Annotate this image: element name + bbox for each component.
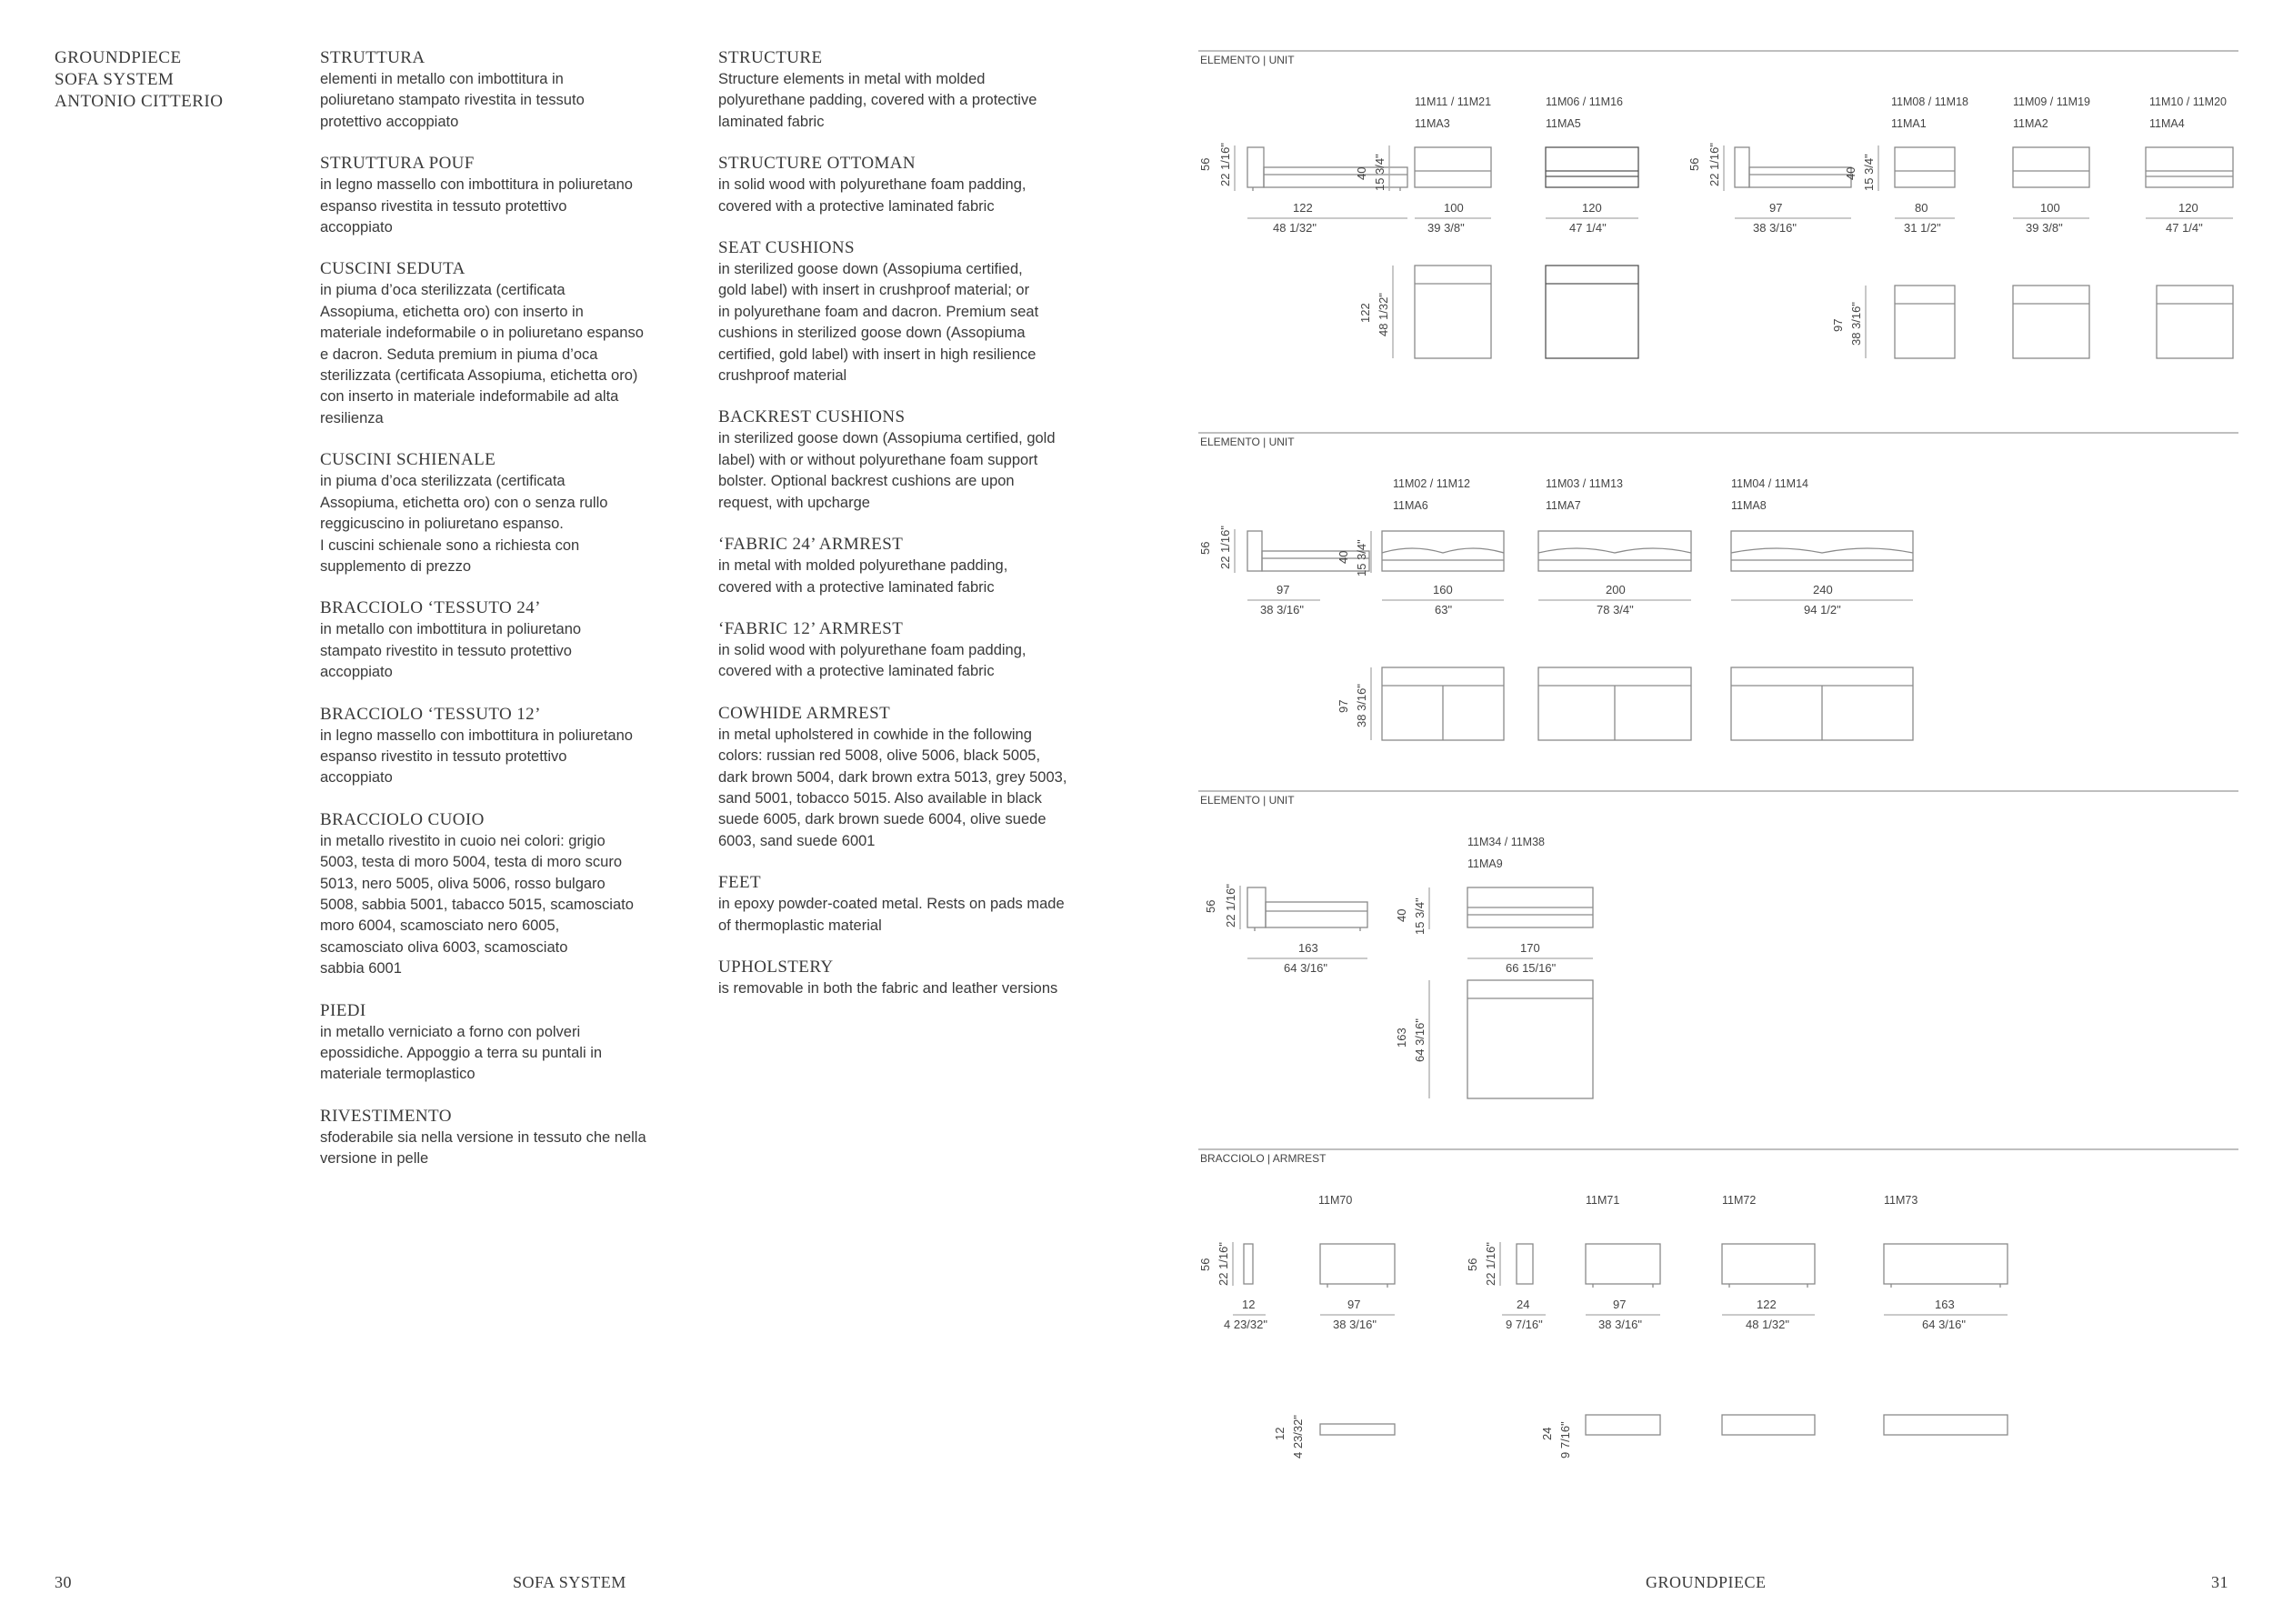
page-number-left: 30 xyxy=(55,1573,72,1591)
section-label-2: ELEMENTO | UNIT xyxy=(1200,436,1295,448)
s4c-width-in: 48 1/32" xyxy=(1746,1318,1789,1331)
s1b-width-in: 38 3/16" xyxy=(1753,221,1797,235)
unit-s2-240 xyxy=(1731,477,1913,740)
s2-back-height: 40 xyxy=(1337,550,1350,564)
s2u2-code: 11M03 / 11M13 xyxy=(1546,477,1624,490)
s4a-height-in: 22 1/16" xyxy=(1217,1242,1230,1286)
english-section-title: ‘FABRIC 12’ ARMREST xyxy=(718,618,904,638)
italian-section-title: CUSCINI SCHIENALE xyxy=(320,450,496,470)
title-line-1: GROUNDPIECE xyxy=(55,48,182,67)
s4-top-a: 12 xyxy=(1273,1427,1287,1440)
s1u3-width: 80 xyxy=(1915,201,1928,215)
s1u1-width-in: 39 3/8" xyxy=(1427,221,1465,235)
armrest-11m73 xyxy=(1884,1194,2008,1435)
s3u1-code: 11M34 / 11M38 xyxy=(1467,836,1546,848)
unit-s3-170 xyxy=(1467,836,1593,1098)
s4a-width2-in: 38 3/16" xyxy=(1333,1318,1377,1331)
s1-depth-b: 97 xyxy=(1831,318,1845,332)
footer-title-right: GROUNDPIECE xyxy=(1646,1573,1767,1591)
unit-s1-80 xyxy=(1891,95,1968,358)
footer-title-left: SOFA SYSTEM xyxy=(513,1573,626,1591)
s4-top-b: 24 xyxy=(1540,1427,1554,1440)
s1u5-code: 11M10 / 11M20 xyxy=(2149,95,2228,108)
english-section-body: in solid wood with polyurethane foam padding, covered with a protective laminated fabric xyxy=(718,641,1026,680)
unit-s2-160 xyxy=(1382,477,1504,740)
armrest-11m72 xyxy=(1722,1194,1815,1435)
s2u1-width: 160 xyxy=(1433,583,1453,596)
s2u3-code: 11M04 / 11M14 xyxy=(1731,477,1809,490)
s3-depth: 163 xyxy=(1395,1028,1408,1048)
s1b-height-in: 22 1/16" xyxy=(1707,143,1721,186)
s1u1-code2: 11MA3 xyxy=(1415,117,1450,130)
english-section-body: in epoxy powder-coated metal. Rests on pads made of thermoplastic material xyxy=(718,896,1065,934)
s4-top-b-in: 9 7/16" xyxy=(1558,1421,1572,1459)
s2-depth: 97 xyxy=(1337,699,1350,713)
s2u3-code2: 11MA8 xyxy=(1731,499,1767,512)
s4c-width: 122 xyxy=(1757,1298,1777,1311)
english-section-body: Structure elements in metal with molded polyurethane padding, covered with a protective laminated fabric xyxy=(718,71,1037,130)
s4b-width2-in: 38 3/16" xyxy=(1598,1318,1642,1331)
s4c-code: 11M72 xyxy=(1722,1194,1757,1207)
s1u2-code2: 11MA5 xyxy=(1546,117,1581,130)
english-section-body: is removable in both the fabric and leather versions xyxy=(718,979,1058,997)
section-label-4: BRACCIOLO | ARMREST xyxy=(1200,1152,1327,1165)
s3-back-height-in: 15 3/4" xyxy=(1413,897,1427,935)
s1u2-width-in: 47 1/4" xyxy=(1569,221,1607,235)
armrest-11m70 xyxy=(1198,1194,1395,1435)
s4b-code: 11M71 xyxy=(1586,1194,1620,1207)
s3-depth-in: 64 3/16" xyxy=(1413,1018,1427,1062)
s1u4-width-in: 39 3/8" xyxy=(2026,221,2063,235)
s1u3-code: 11M08 / 11M18 xyxy=(1891,95,1969,108)
section-label-3: ELEMENTO | UNIT xyxy=(1200,794,1295,807)
italian-section-body: in legno massello con imbottitura in poliuretano espanso rivestito in tessuto protettivo accoppiato xyxy=(320,727,633,787)
s1a-height: 56 xyxy=(1198,157,1212,171)
s1u3-width-in: 31 1/2" xyxy=(1904,221,1941,235)
s2-back-height-in: 15 3/4" xyxy=(1355,539,1368,576)
s1-back-height-in: 15 3/4" xyxy=(1373,154,1387,191)
s3u1-width: 170 xyxy=(1520,941,1540,955)
s2u2-width-in: 78 3/4" xyxy=(1597,603,1634,617)
s4d-code: 11M73 xyxy=(1884,1194,1918,1207)
italian-section-body: in metallo rivestito in cuoio nei colori: grigio 5003, testa di moro 5004, testa di moro scuro 5013, nero 5005, oliva 5006, rosso bulgaro 5008, sabbia 5001, tabacco 5015, scamosciato moro 6004, scamosciato nero 6005, scamosciato oliva 6003, scamosciato sabbia 6001 xyxy=(320,832,634,977)
page-number-right: 31 xyxy=(2211,1573,2228,1591)
italian-section-body: in metallo con imbottitura in poliuretano stampato rivestito in tessuto protettivo accoppiato xyxy=(320,621,582,681)
english-section-title: UPHOLSTERY xyxy=(718,957,834,977)
s1-depth-b-in: 38 3/16" xyxy=(1849,302,1863,346)
s1a-width: 122 xyxy=(1293,201,1313,215)
italian-section-title: BRACCIOLO ‘TESSUTO 24’ xyxy=(320,598,541,618)
s2u2-code2: 11MA7 xyxy=(1546,499,1581,512)
title-line-2: SOFA SYSTEM xyxy=(55,70,175,89)
s1u3-code2: 11MA1 xyxy=(1891,117,1927,130)
s4a-code: 11M70 xyxy=(1318,1194,1353,1207)
s1u2-width: 120 xyxy=(1582,201,1602,215)
english-section-title: SEAT CUSHIONS xyxy=(718,238,856,258)
italian-section-title: STRUTTURA xyxy=(320,48,426,67)
english-section-body: in sterilized goose down (Assopiuma certified, gold label) with insert in crushproof material; or in polyurethane foam and dacron. Premium seat cushions in sterilized goose down (Assopiuma certified, gold label) with insert in high resilience crushproof material xyxy=(718,261,1039,385)
s4a-width2: 97 xyxy=(1347,1298,1361,1311)
english-section-title: COWHIDE ARMREST xyxy=(718,703,891,723)
s1u5-width: 120 xyxy=(2178,201,2198,215)
s1u2-code: 11M06 / 11M16 xyxy=(1546,95,1624,108)
english-section-body: in metal with molded polyurethane padding, covered with a protective laminated fabric xyxy=(718,557,1008,596)
english-section-title: STRUCTURE OTTOMAN xyxy=(718,154,916,174)
s2u1-width-in: 63" xyxy=(1435,603,1453,617)
s1-depth-a-in: 48 1/32" xyxy=(1377,293,1390,336)
s4-top-a-in: 4 23/32" xyxy=(1291,1415,1305,1459)
s4b-width-in: 9 7/16" xyxy=(1506,1318,1543,1331)
english-section-title: STRUCTURE xyxy=(718,48,823,67)
unit-s1-120 xyxy=(1546,95,1638,358)
italian-section-title: CUSCINI SEDUTA xyxy=(320,259,466,279)
s3-width-in: 64 3/16" xyxy=(1284,961,1327,975)
s4b-width: 24 xyxy=(1517,1298,1530,1311)
s2-depth-in: 38 3/16" xyxy=(1355,684,1368,727)
italian-section-body: elementi in metallo con imbottitura in poliuretano stampato rivestita in tessuto protettivo accoppiato xyxy=(320,71,585,130)
s1a-width-in: 48 1/32" xyxy=(1273,221,1317,235)
s4d-width: 163 xyxy=(1935,1298,1955,1311)
s2-width: 97 xyxy=(1277,583,1290,596)
italian-section-body: in piuma d’oca sterilizzata (certificata Assopiuma, etichetta oro) con o senza rullo reggicuscino in poliuretano espanso. I cuscini schienale sono a richiesta con supplemento di prezzo xyxy=(320,473,608,575)
s2u3-width: 240 xyxy=(1813,583,1833,596)
italian-section-body: in piuma d’oca sterilizzata (certificata Assopiuma, etichetta oro) con inserto in materiale indeformabile o in poliuretano espanso e dacron. Seduta premium in piuma d’oca sterilizzata (certificata Assopiuma, etichetta oro) con inserto in materiale indeformabile ad alta resilienza xyxy=(320,282,644,426)
english-section-title: FEET xyxy=(718,873,761,893)
s1u5-code2: 11MA4 xyxy=(2149,117,2185,130)
armrest-11m71 xyxy=(1466,1194,1660,1435)
english-section-body: in metal upholstered in cowhide in the following colors: russian red 5008, olive 5006, black 5005, dark brown 5004, dark brown extra 5013, grey 5003, sand 5001, tobacco 5015. Also available in black suede 6005, dark brown suede 6004, olive suede 6003, sand suede 6001 xyxy=(718,726,1067,849)
s4b-width2: 97 xyxy=(1613,1298,1627,1311)
s1-back-height-2: 40 xyxy=(1844,166,1857,180)
s1u1-code: 11M11 / 11M21 xyxy=(1415,95,1492,108)
s4b-height: 56 xyxy=(1466,1258,1479,1271)
s4d-width-in: 64 3/16" xyxy=(1922,1318,1966,1331)
s3u1-code2: 11MA9 xyxy=(1467,857,1503,870)
s1u4-code2: 11MA2 xyxy=(2013,117,2048,130)
title-line-3: ANTONIO CITTERIO xyxy=(55,92,224,111)
s1a-height-in: 22 1/16" xyxy=(1218,143,1232,186)
s3u1-width-in: 66 15/16" xyxy=(1506,961,1557,975)
s1b-width: 97 xyxy=(1769,201,1783,215)
unit-s3-side xyxy=(1204,884,1367,975)
s1-depth-a: 122 xyxy=(1358,303,1372,323)
s1-back-height-2-in: 15 3/4" xyxy=(1862,154,1876,191)
unit-s1-side-b xyxy=(1687,143,1851,235)
s2-height: 56 xyxy=(1198,541,1212,555)
s1u4-width: 100 xyxy=(2040,201,2060,215)
s3-width: 163 xyxy=(1298,941,1318,955)
italian-section-title: BRACCIOLO CUOIO xyxy=(320,809,485,829)
s1u5-width-in: 47 1/4" xyxy=(2166,221,2203,235)
s2u3-width-in: 94 1/2" xyxy=(1804,603,1841,617)
unit-s2-200 xyxy=(1538,477,1691,740)
english-section-body: in solid wood with polyurethane foam padding, covered with a protective laminated fabric xyxy=(718,176,1026,215)
unit-s2-side xyxy=(1198,526,1369,617)
s1u1-width: 100 xyxy=(1444,201,1464,215)
s4a-width-in: 4 23/32" xyxy=(1224,1318,1267,1331)
s2-width-in: 38 3/16" xyxy=(1260,603,1304,617)
italian-section-body: in metallo verniciato a forno con polveri epossidiche. Appoggio a terra su puntali in materiale termoplastico xyxy=(320,1023,603,1083)
s4a-width: 12 xyxy=(1242,1298,1256,1311)
s1b-height: 56 xyxy=(1687,157,1701,171)
unit-s1-120b xyxy=(2146,95,2233,358)
unit-s1-100b xyxy=(2013,95,2090,358)
english-section-title: BACKREST CUSHIONS xyxy=(718,407,906,427)
s1-back-height: 40 xyxy=(1355,166,1368,180)
s2u1-code: 11M02 / 11M12 xyxy=(1393,477,1471,490)
italian-section-body: sfoderabile sia nella versione in tessuto che nella versione in pelle xyxy=(320,1128,646,1168)
s2u2-width: 200 xyxy=(1606,583,1626,596)
s2u1-code2: 11MA6 xyxy=(1393,499,1428,512)
italian-section-body: in legno massello con imbottitura in poliuretano espanso rivestita in tessuto protettivo accoppiato xyxy=(320,176,633,236)
s4b-height-in: 22 1/16" xyxy=(1484,1242,1497,1286)
s2-height-in: 22 1/16" xyxy=(1218,526,1232,569)
s3-height: 56 xyxy=(1204,899,1217,913)
italian-section-title: PIEDI xyxy=(320,1000,366,1020)
s1u4-code: 11M09 / 11M19 xyxy=(2013,95,2091,108)
s4a-height: 56 xyxy=(1198,1258,1212,1271)
italian-section-title: STRUTTURA POUF xyxy=(320,154,475,174)
unit-s1-100 xyxy=(1415,95,1491,358)
s3-height-in: 22 1/16" xyxy=(1224,884,1237,927)
s3-back-height: 40 xyxy=(1395,908,1408,922)
english-section-title: ‘FABRIC 24’ ARMREST xyxy=(718,535,904,555)
english-section-body: in sterilized goose down (Assopiuma certified, gold label) with or without polyurethane foam support bolster. Optional backrest cushions are upon request, with upcharge xyxy=(718,430,1056,511)
italian-section-title: RIVESTIMENTO xyxy=(320,1106,452,1126)
italian-section-title: BRACCIOLO ‘TESSUTO 12’ xyxy=(320,704,541,724)
section-label-1: ELEMENTO | UNIT xyxy=(1200,54,1295,66)
